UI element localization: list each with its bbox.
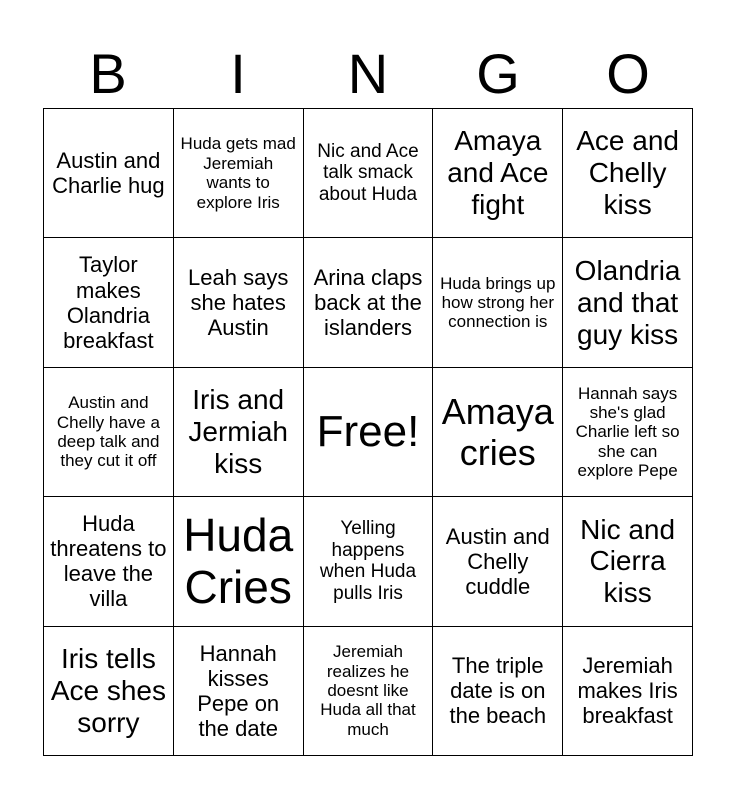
header-letter-b: B (89, 42, 127, 105)
cell-text: Nic and Ace talk smack about Huda (317, 140, 419, 206)
cell-text: Jeremiah makes Iris breakfast (577, 653, 678, 729)
cell-text: Huda threatens to leave the villa (50, 511, 167, 612)
bingo-cell[interactable] (563, 368, 693, 497)
bingo-cell[interactable] (433, 109, 563, 238)
cell-text: The triple date is on the beach (449, 653, 547, 729)
header-letter-o: O (606, 42, 650, 105)
cell-text: Huda brings up how strong her connection is (440, 273, 556, 332)
bingo-cell[interactable] (433, 368, 563, 497)
cell-text: Amaya cries (441, 390, 554, 473)
bingo-cell[interactable] (433, 627, 563, 756)
bingo-cell[interactable] (174, 497, 304, 626)
free-space-cell[interactable] (304, 368, 434, 497)
bingo-board (43, 108, 693, 756)
bingo-cell[interactable] (44, 109, 174, 238)
header-letter-g: G (476, 42, 520, 105)
cell-text: Huda gets mad Jeremiah wants to explore Iris (180, 134, 296, 212)
header-letter-i: I (230, 42, 246, 105)
bingo-cell[interactable] (433, 238, 563, 367)
bingo-cell[interactable] (304, 627, 434, 756)
bingo-cell[interactable] (433, 497, 563, 626)
cell-text: Iris tells Ace shes sorry (50, 642, 166, 738)
cell-text: Jeremiah realizes he doesnt like Huda all that much (320, 642, 416, 739)
free-space-text: Free! (316, 406, 420, 456)
bingo-cell[interactable] (304, 497, 434, 626)
bingo-cell[interactable] (174, 368, 304, 497)
bingo-cell[interactable] (44, 497, 174, 626)
bingo-cell[interactable] (174, 627, 304, 756)
bingo-cell[interactable] (563, 627, 693, 756)
cell-text: Yelling happens when Huda pulls Iris (319, 518, 417, 605)
bingo-cell[interactable] (174, 109, 304, 238)
cell-text: Olandria and that guy kiss (574, 254, 681, 350)
cell-text: Amaya and Ace fight (447, 125, 549, 221)
cell-text: Leah says she hates Austin (188, 264, 289, 341)
cell-text: Hannah says she's glad Charlie left so she can explore Pepe (575, 383, 680, 481)
cell-text: Iris and Jermiah kiss (188, 384, 288, 479)
cell-text: Taylor makes Olandria breakfast (63, 252, 154, 353)
cell-text: Ace and Chelly kiss (576, 125, 679, 221)
cell-text: Hannah kisses Pepe on the date (197, 640, 280, 741)
bingo-cell[interactable] (174, 238, 304, 367)
bingo-cell[interactable] (44, 368, 174, 497)
bingo-cell[interactable] (563, 109, 693, 238)
cell-text: Austin and Chelly have a deep talk and they cut it off (56, 393, 160, 471)
cell-text: Nic and Cierra kiss (580, 513, 676, 609)
bingo-cell[interactable] (563, 238, 693, 367)
bingo-cell[interactable] (563, 497, 693, 626)
cell-text: Austin and Chelly cuddle (445, 523, 550, 599)
header-letter-n: N (347, 42, 389, 105)
cell-text: Arina claps back at the islanders (313, 264, 423, 341)
bingo-cell[interactable] (304, 109, 434, 238)
cell-text: Huda Cries (183, 508, 294, 614)
bingo-cell[interactable] (44, 627, 174, 756)
bingo-header (43, 40, 693, 108)
cell-text: Austin and Charlie hug (52, 148, 165, 199)
bingo-cell[interactable] (44, 238, 174, 367)
bingo-cell[interactable] (304, 238, 434, 367)
